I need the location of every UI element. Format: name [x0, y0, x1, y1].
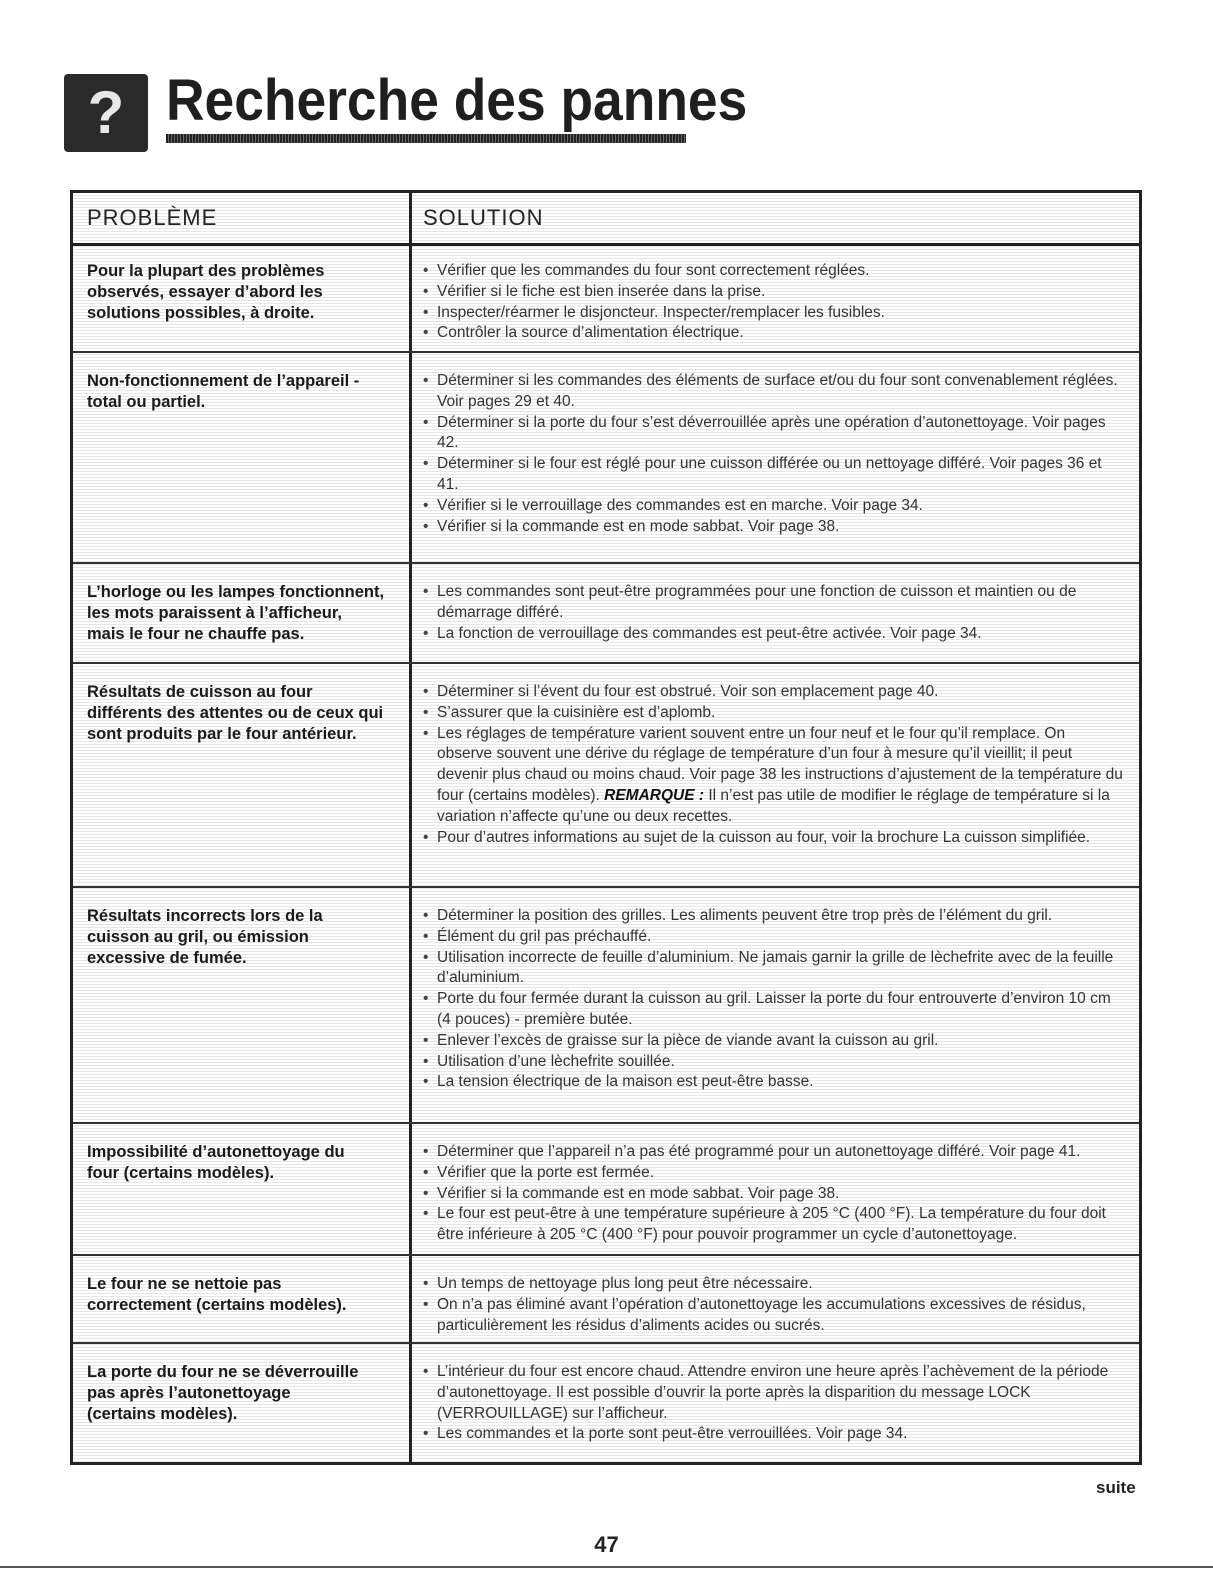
page-number: 47 [594, 1532, 619, 1557]
solution-item: • Déterminer la position des grilles. Les aliments peuvent être trop près de l’élément du gril. [423, 906, 1123, 927]
header-problem: PROBLÈME [87, 205, 218, 230]
table-row [73, 888, 1139, 1124]
solution-list [423, 1142, 1123, 1246]
solution-item: • Déterminer si l’évent du four est obstrué. Voir son emplacement page 40. [423, 682, 1123, 703]
solution-item: • Le four est peut-être à une température supérieure à 205 °C (400 °F). La température du four doit être inférieure à 205 °C (400 °F) pour pouvoir programmer un cycle d’autonettoyage. [423, 1204, 1123, 1246]
solution-list [423, 582, 1123, 644]
solution-item: • Déterminer si la porte du four s’est déverrouillée après une opération d’autonettoyage. Voir pages 42. [423, 413, 1123, 455]
solution-list [423, 682, 1123, 848]
solution-item: • Vérifier si la commande est en mode sabbat. Voir page 38. [423, 517, 1123, 538]
solution-item: • S’assurer que la cuisinière est d’aplomb. [423, 703, 1123, 724]
solution-item: • Porte du four fermée durant la cuisson au gril. Laisser la porte du four entrouverte d’environ 10 cm (4 pouces) - première butée. [423, 989, 1123, 1031]
solution-item: • Les commandes sont peut-être programmées pour une fonction de cuisson et maintien ou de démarrage différé. [423, 582, 1123, 624]
table-row [73, 664, 1139, 888]
solution-item: • Déterminer si le four est réglé pour une cuisson différée ou un nettoyage différé. Voir pages 36 et 41. [423, 454, 1123, 496]
problem-cell: La porte du four ne se déverrouille pas après l’autonettoyage (certains modèles). [87, 1363, 359, 1423]
solution-list [423, 261, 1123, 344]
solution-item: • Vérifier que les commandes du four sont correctement réglées. [423, 261, 1123, 282]
continued-label: suite [1096, 1478, 1136, 1497]
table-row [73, 1124, 1139, 1256]
solution-item: • Déterminer que l’appareil n’a pas été programmé pour un autonettoyage différé. Voir page 41. [423, 1142, 1123, 1163]
problem-cell: Impossibilité d’autonettoyage du four (certains modèles). [87, 1143, 345, 1182]
table-header [73, 193, 1139, 246]
problem-cell: Résultats incorrects lors de la cuisson au gril, ou émission excessive de fumée. [87, 907, 323, 967]
solution-item: • Vérifier si le verrouillage des commandes est en marche. Voir page 34. [423, 496, 1123, 517]
solution-item: • Vérifier si le fiche est bien inserée dans la prise. [423, 282, 1123, 303]
page-header [64, 66, 748, 156]
solution-item: • Vérifier que la porte est fermée. [423, 1163, 1123, 1184]
table-row [73, 1344, 1139, 1462]
solution-item: • La fonction de verrouillage des commandes est peut-être activée. Voir page 34. [423, 624, 1123, 645]
solution-text: Les réglages de température varient souvent entre un four neuf et le four qu’il remplace. On observe souvent une dérive du réglage de température d’un four à mesure qu’il vieillit; il peut devenir plus chaud ou moins chaud. Voir page 38 les instructions d’ajustement de la température du four (certains modèles). [437, 724, 1123, 804]
solution-item: • Élément du gril pas préchauffé. [423, 927, 1123, 948]
table-row [73, 353, 1139, 564]
remarque-label: REMARQUE : [604, 786, 705, 804]
problem-cell: L’horloge ou les lampes fonctionnent, les mots paraissent à l’afficheur, mais le four ne chauffe pas. [87, 583, 385, 643]
solution-list [423, 1362, 1123, 1445]
solution-item: • L’intérieur du four est encore chaud. Attendre environ une heure après l’achèvement de la période d’autonettoyage. Il est possible d’ouvrir la porte après la disparition du message LOCK (VERROUILLAGE) sur l’afficheur. [423, 1362, 1123, 1424]
solution-item: • Pour d’autres informations au sujet de la cuisson au four, voir la brochure La cuisson simplifiée. [423, 828, 1123, 849]
solution-item [423, 724, 1123, 828]
solution-item: • La tension électrique de la maison est peut-être basse. [423, 1072, 1123, 1093]
solution-item: • Un temps de nettoyage plus long peut être nécessaire. [423, 1274, 1123, 1295]
solution-item: • Inspecter/réarmer le disjoncteur. Inspecter/remplacer les fusibles. [423, 303, 1123, 324]
problem-cell: Non-fonctionnement de l’appareil - total ou partiel. [87, 372, 360, 411]
title-underline [166, 134, 686, 143]
remarque-text: Il n’est pas utile de modifier le réglage de température si la variation n’affecte qu’une ou deux recettes. [437, 786, 1110, 825]
solution-item: • Vérifier si la commande est en mode sabbat. Voir page 38. [423, 1184, 1123, 1205]
header-solution: SOLUTION [423, 205, 544, 230]
problem-cell: Résultats de cuisson au four différents des attentes ou de ceux qui sont produits par le four antérieur. [87, 683, 384, 743]
troubleshooting-table [70, 190, 1142, 1465]
problem-cell: Le four ne se nettoie pas correctement (certains modèles). [87, 1275, 347, 1314]
bottom-rule [0, 1566, 1213, 1568]
solution-item: • Déterminer si les commandes des éléments de surface et/ou du four sont convenablement réglées. Voir pages 29 et 40. [423, 371, 1123, 413]
solution-list [423, 371, 1123, 537]
solution-item: • Utilisation d’une lèchefrite souillée. [423, 1052, 1123, 1073]
solution-item: • Utilisation incorrecte de feuille d’aluminium. Ne jamais garnir la grille de lèchefrite avec de la feuille d’aluminium. [423, 948, 1123, 990]
table-row [73, 564, 1139, 664]
solution-list [423, 1274, 1123, 1336]
table-row [73, 1256, 1139, 1344]
page-title: Recherche des pannes [166, 68, 748, 133]
solution-item: • Les commandes et la porte sont peut-être verrouillées. Voir page 34. [423, 1424, 1123, 1445]
question-mark-icon: ? [64, 74, 148, 152]
solution-item: • Enlever l’excès de graisse sur la pièce de viande avant la cuisson au gril. [423, 1031, 1123, 1052]
problem-cell: Pour la plupart des problèmes observés, essayer d’abord les solutions possibles, à droite. [87, 262, 325, 322]
solution-item: • Contrôler la source d’alimentation électrique. [423, 323, 1123, 344]
solution-item: • On n’a pas éliminé avant l’opération d’autonettoyage les accumulations excessives de résidus, particulièrement les résidus d’aliments acides ou sucrés. [423, 1295, 1123, 1337]
solution-list [423, 906, 1123, 1093]
table-row [73, 243, 1139, 353]
